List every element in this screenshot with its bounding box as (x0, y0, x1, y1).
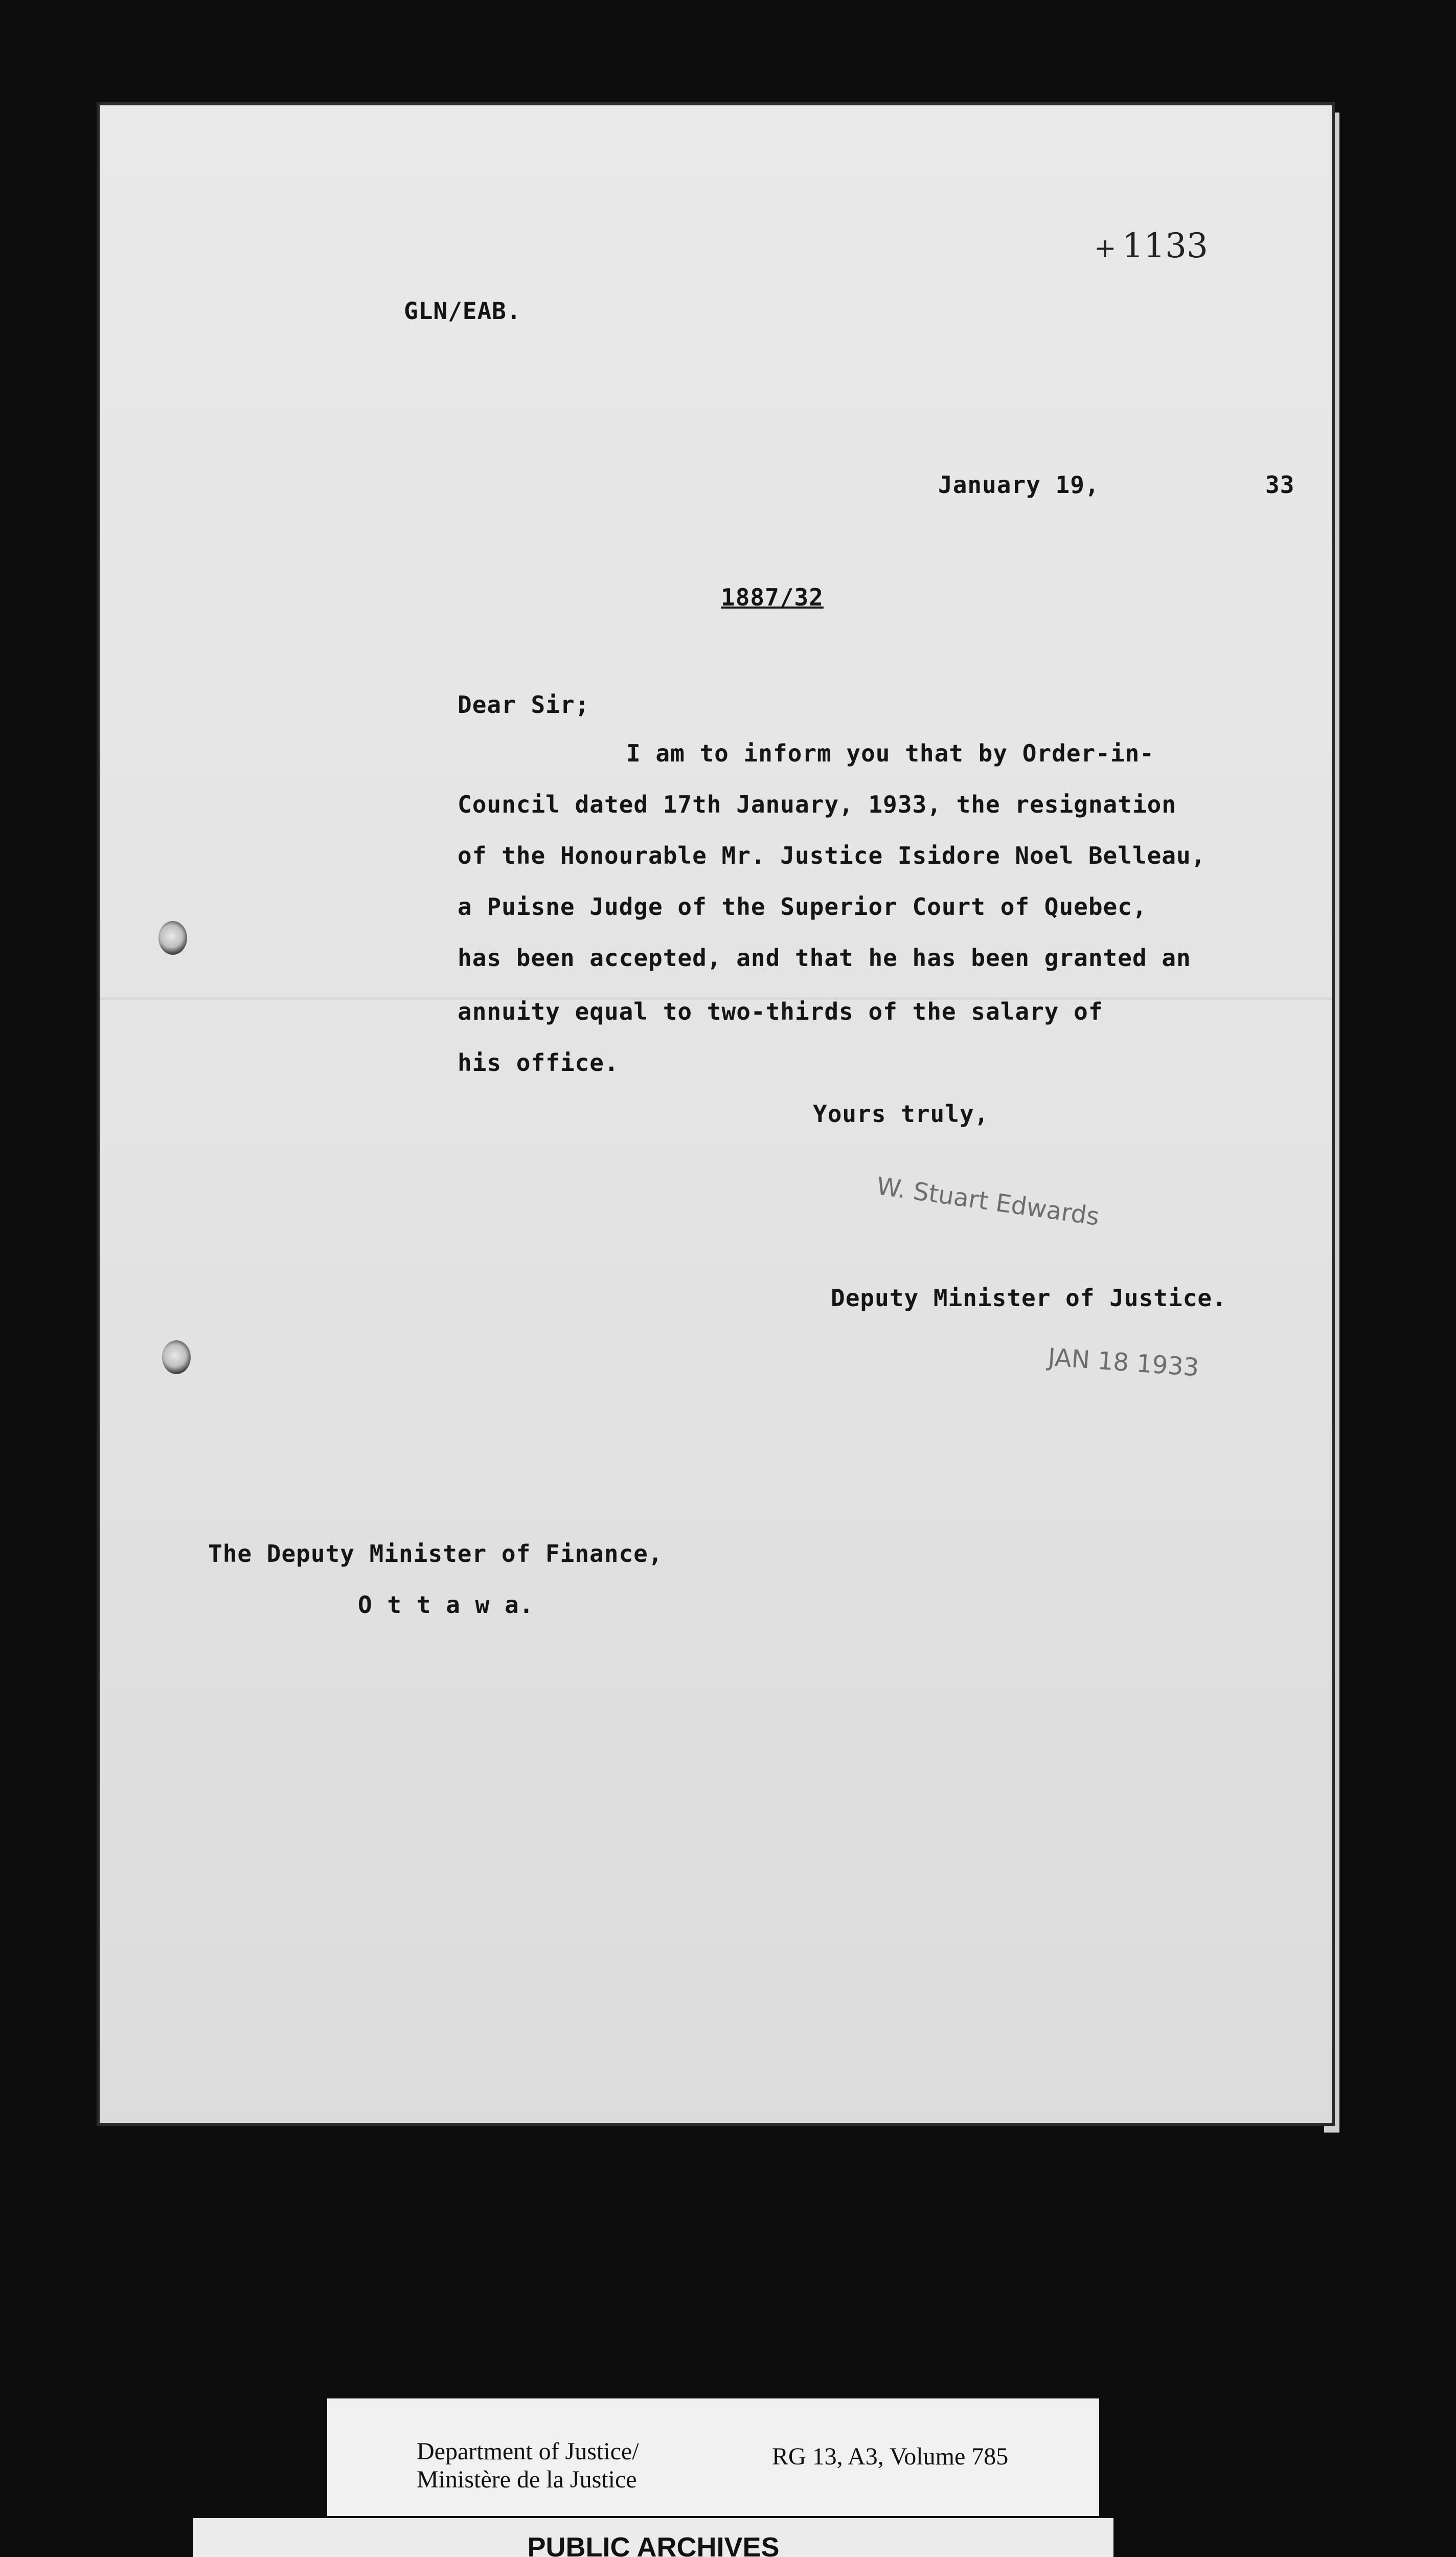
signature-stamp: W. Stuart Edwards (875, 1172, 1101, 1231)
punch-hole-icon (158, 921, 187, 955)
date-stamp: JAN 18 1933 (1047, 1343, 1200, 1382)
file-number: 1887/32 (721, 584, 824, 611)
closing: Yours truly, (813, 1100, 989, 1128)
body-line: a Puisne Judge of the Superior Court of Quebec, (458, 893, 1147, 921)
body-line: has been accepted, and that he has been granted an (458, 944, 1191, 972)
reference-code: GLN/EAB. (404, 297, 521, 325)
archives-line-en: PUBLIC ARCHIVES (527, 2532, 780, 2557)
department-en: Department of Justice/ (417, 2438, 639, 2465)
body-line: his office. (458, 1049, 619, 1076)
letter-date: January 19, (938, 471, 1100, 499)
letter-sheet (100, 105, 1332, 2123)
page-number-mark: + (1094, 233, 1117, 264)
punch-hole-icon (162, 1340, 191, 1374)
body-line: I am to inform you that by Order-in- (626, 739, 1154, 767)
body-line: annuity equal to two-thirds of the salary of (458, 998, 1103, 1025)
archive-reference: RG 13, A3, Volume 785 (772, 2443, 1009, 2470)
page-number: 1133 (1122, 226, 1208, 265)
department-fr: Ministère de la Justice (417, 2466, 637, 2493)
letter-year: 33 (1265, 471, 1295, 499)
addressee-city: O t t a w a. (358, 1591, 534, 1619)
salutation: Dear Sir; (458, 691, 590, 719)
addressee-line: The Deputy Minister of Finance, (208, 1540, 663, 1567)
archive-reference-label (327, 2398, 1099, 2516)
body-line: Council dated 17th January, 1933, the resignation (458, 791, 1177, 818)
public-archives-label (193, 2518, 1113, 2557)
body-line: of the Honourable Mr. Justice Isidore Noel Belleau, (458, 842, 1206, 869)
signatory-title: Deputy Minister of Justice. (831, 1284, 1227, 1312)
